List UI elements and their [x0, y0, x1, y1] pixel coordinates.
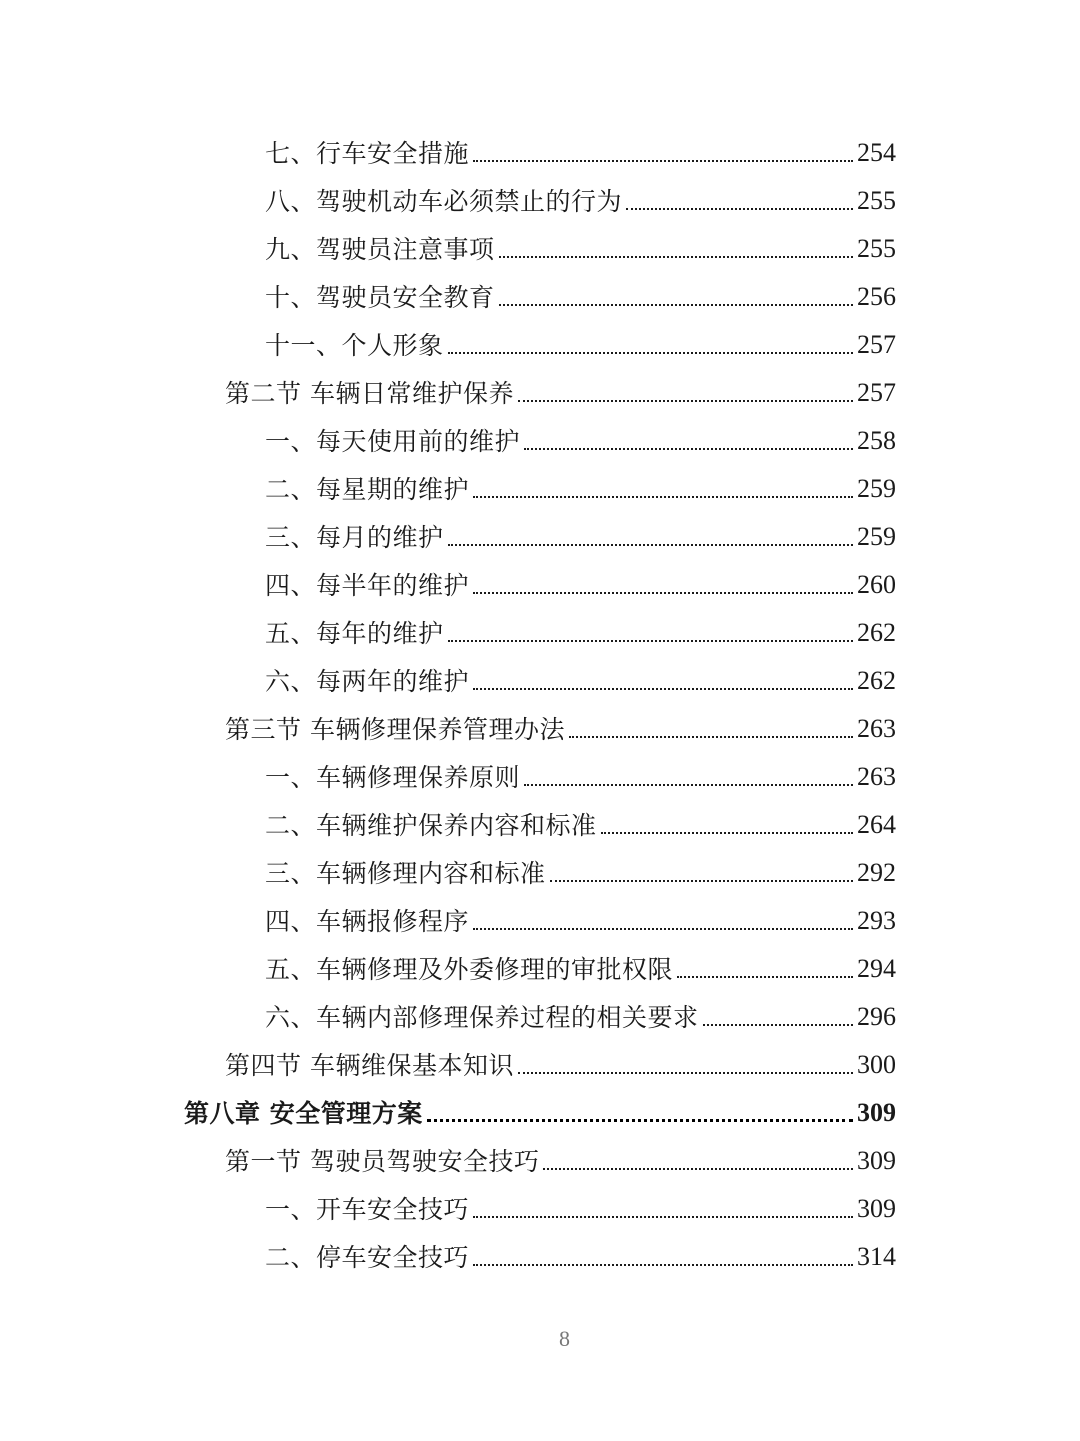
- toc-entry-page: 263: [857, 714, 896, 743]
- toc-entry[interactable]: [265, 225, 896, 273]
- toc-entry-title: 四、车辆报修程序: [265, 906, 470, 936]
- toc-entry[interactable]: [265, 273, 896, 321]
- toc-entry-title: 十、驾驶员安全教育: [265, 282, 495, 312]
- dot-leader: [524, 784, 853, 786]
- toc-entry[interactable]: [265, 129, 896, 177]
- toc-entry-title: 第八章 安全管理方案: [184, 1098, 423, 1128]
- toc-entry-page: 257: [857, 378, 896, 407]
- toc-entry[interactable]: [265, 417, 896, 465]
- toc-entry-title: 五、每年的维护: [265, 618, 444, 648]
- toc-entry-page: 309: [857, 1098, 896, 1127]
- toc-entry-page: 300: [857, 1050, 896, 1079]
- toc-entry[interactable]: [265, 1185, 896, 1233]
- toc-entry-title: 六、每两年的维护: [265, 666, 470, 696]
- toc-entry[interactable]: [265, 513, 896, 561]
- toc-entry-title: 三、每月的维护: [265, 522, 444, 552]
- toc-entry[interactable]: [265, 609, 896, 657]
- toc-entry[interactable]: [265, 897, 896, 945]
- toc-entry-title: 五、车辆修理及外委修理的审批权限: [265, 954, 674, 984]
- dot-leader: [473, 1216, 853, 1218]
- dot-leader: [550, 880, 853, 882]
- toc-entry-title: 二、车辆维护保养内容和标准: [265, 810, 597, 840]
- dot-leader: [524, 448, 853, 450]
- toc-entry[interactable]: [265, 753, 896, 801]
- toc-entry-page: 259: [857, 474, 896, 503]
- toc-entry-page: 254: [857, 138, 896, 167]
- toc-entry[interactable]: [265, 321, 896, 369]
- toc-entry-page: 259: [857, 522, 896, 551]
- dot-leader: [703, 1024, 853, 1026]
- dot-leader: [518, 400, 853, 402]
- toc-entry-page: 296: [857, 1002, 896, 1031]
- toc-entry-title: 二、每星期的维护: [265, 474, 470, 504]
- dot-leader: [569, 736, 853, 738]
- toc-section-entry[interactable]: [225, 705, 896, 753]
- toc-entry-title: 第四节 车辆维保基本知识: [225, 1050, 514, 1080]
- toc-entry-title: 三、车辆修理内容和标准: [265, 858, 546, 888]
- toc-entry-page: 314: [857, 1242, 896, 1271]
- toc-entry-title: 六、车辆内部修理保养过程的相关要求: [265, 1002, 699, 1032]
- dot-leader: [448, 352, 853, 354]
- toc-section-entry[interactable]: [225, 369, 896, 417]
- toc-entry[interactable]: [265, 465, 896, 513]
- toc-entry-page: 294: [857, 954, 896, 983]
- toc-entry-title: 四、每半年的维护: [265, 570, 470, 600]
- dot-leader: [626, 208, 853, 210]
- toc-chapter-entry[interactable]: [184, 1089, 896, 1137]
- dot-leader: [448, 544, 853, 546]
- toc-entry-title: 七、行车安全措施: [265, 138, 470, 168]
- dot-leader: [601, 832, 853, 834]
- toc-entry-page: 262: [857, 666, 896, 695]
- dot-leader: [543, 1168, 853, 1170]
- toc-entry-title: 八、驾驶机动车必须禁止的行为: [265, 186, 623, 216]
- toc-entry-title: 一、车辆修理保养原则: [265, 762, 521, 792]
- toc-entry-page: 260: [857, 570, 896, 599]
- toc-entry-page: 256: [857, 282, 896, 311]
- toc-entry[interactable]: [265, 177, 896, 225]
- toc-entry-title: 第一节 驾驶员驾驶安全技巧: [225, 1146, 540, 1176]
- toc-entry-title: 第三节 车辆修理保养管理办法: [225, 714, 565, 744]
- dot-leader: [499, 304, 853, 306]
- dot-leader: [473, 1264, 853, 1266]
- toc-entry-title: 一、开车安全技巧: [265, 1194, 470, 1224]
- toc-entry-page: 257: [857, 330, 896, 359]
- toc-entry[interactable]: [265, 993, 896, 1041]
- toc-entry[interactable]: [265, 1233, 896, 1281]
- dot-leader: [677, 976, 853, 978]
- toc-entry-page: 258: [857, 426, 896, 455]
- dot-leader: [473, 160, 853, 162]
- toc-entry[interactable]: [265, 849, 896, 897]
- toc-entry-page: 309: [857, 1146, 896, 1175]
- toc-entry[interactable]: [265, 657, 896, 705]
- dot-leader: [518, 1072, 853, 1074]
- dot-leader: [473, 928, 853, 930]
- page-number: 8: [559, 1326, 570, 1351]
- dot-leader: [473, 688, 853, 690]
- toc-entry-page: 264: [857, 810, 896, 839]
- toc-entry-title: 第二节 车辆日常维护保养: [225, 378, 514, 408]
- dot-leader: [473, 496, 853, 498]
- dot-leader: [448, 640, 853, 642]
- toc-entry-title: 十一、个人形象: [265, 330, 444, 360]
- dot-leader: [427, 1119, 853, 1122]
- dot-leader: [499, 256, 853, 258]
- dot-leader: [473, 592, 853, 594]
- toc-entry[interactable]: [265, 561, 896, 609]
- toc-section-entry[interactable]: [225, 1041, 896, 1089]
- toc-entry-page: 263: [857, 762, 896, 791]
- toc-entry-title: 一、每天使用前的维护: [265, 426, 521, 456]
- toc-entry-title: 九、驾驶员注意事项: [265, 234, 495, 264]
- toc-entry-page: 262: [857, 618, 896, 647]
- toc-entry[interactable]: [265, 801, 896, 849]
- toc-entry-page: 255: [857, 186, 896, 215]
- toc-section-entry[interactable]: [225, 1137, 896, 1185]
- toc-entry-title: 二、停车安全技巧: [265, 1242, 470, 1272]
- toc-entry[interactable]: [265, 945, 896, 993]
- toc-entry-page: 292: [857, 858, 896, 887]
- toc-entry-page: 293: [857, 906, 896, 935]
- toc-entry-page: 255: [857, 234, 896, 263]
- toc-entry-page: 309: [857, 1194, 896, 1223]
